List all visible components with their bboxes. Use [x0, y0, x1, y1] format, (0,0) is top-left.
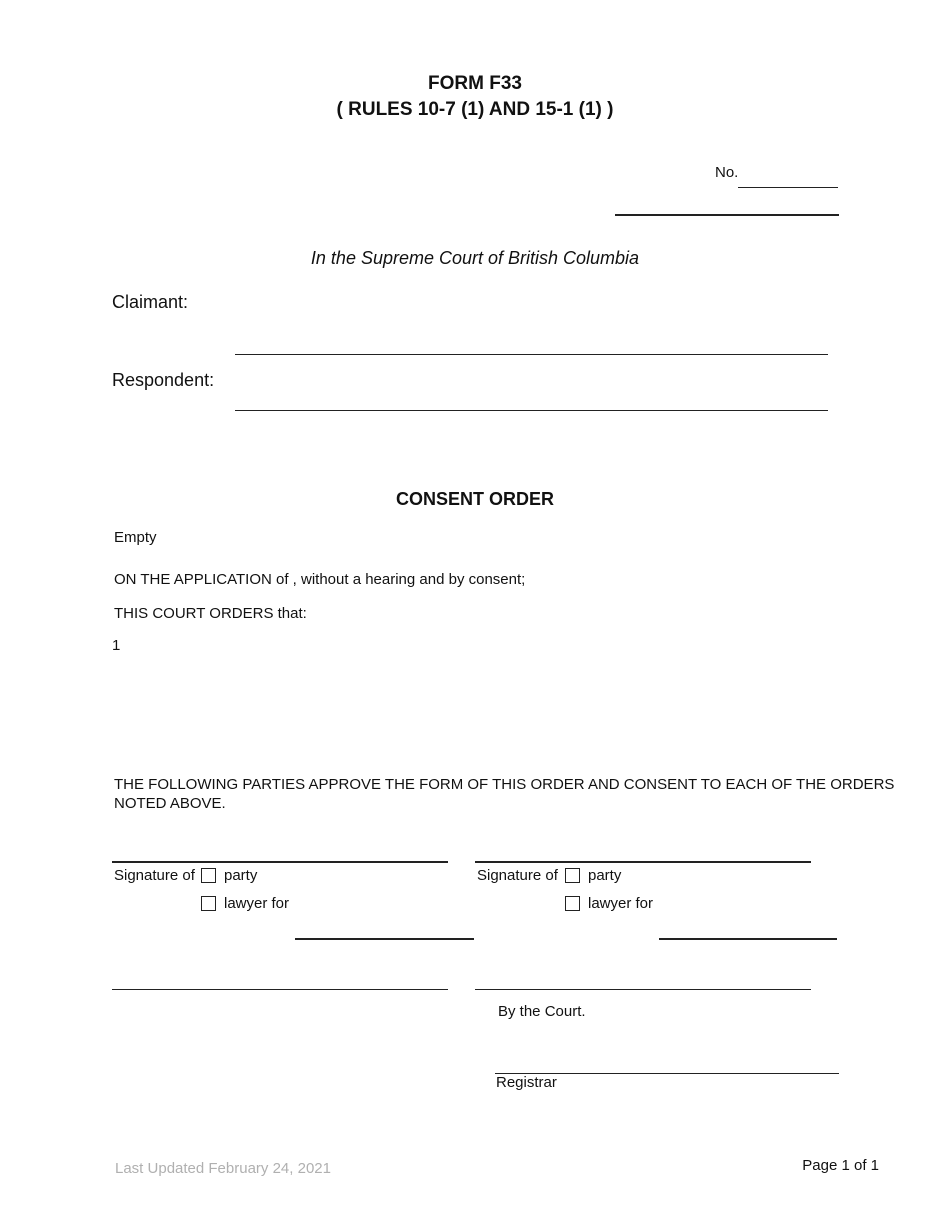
respondent-field[interactable]	[235, 410, 828, 411]
right-signature-line[interactable]	[475, 861, 811, 863]
registry-field[interactable]	[615, 214, 839, 216]
file-number-field[interactable]	[738, 187, 838, 188]
approval-text-line1: THE FOLLOWING PARTIES APPROVE THE FORM OF THIS ORDER AND CONSENT TO EACH OF THE ORDERS	[114, 776, 895, 793]
claimant-label: Claimant:	[112, 292, 189, 312]
by-the-court-text: By the Court.	[498, 1003, 586, 1020]
right-party-label: party	[588, 867, 622, 884]
left-lawyer-for-field[interactable]	[295, 938, 474, 940]
right-signature-of-label: Signature of	[477, 867, 558, 884]
right-party-checkbox[interactable]	[565, 868, 580, 883]
right-lawyer-for-field[interactable]	[659, 938, 837, 940]
rules-reference: ( RULES 10-7 (1) AND 15-1 (1) )	[336, 99, 614, 120]
empty-field[interactable]: Empty	[114, 529, 157, 546]
registrar-label: Registrar	[496, 1074, 557, 1091]
respondent-label: Respondent:	[112, 370, 215, 390]
right-lawyer-checkbox[interactable]	[565, 896, 580, 911]
order-item-number[interactable]: 1	[112, 637, 121, 654]
file-number-label: No.	[715, 164, 739, 181]
claimant-field[interactable]	[235, 354, 828, 355]
order-heading: CONSENT ORDER	[395, 489, 554, 509]
left-lawyer-checkbox[interactable]	[201, 896, 216, 911]
left-signature-of-label: Signature of	[114, 867, 195, 884]
right-name-line[interactable]	[475, 989, 811, 990]
right-lawyer-label: lawyer for	[588, 895, 654, 912]
last-updated-text: Last Updated February 24, 2021	[115, 1160, 331, 1177]
left-signature-line[interactable]	[112, 861, 448, 863]
left-party-label: party	[224, 867, 258, 884]
form-title: FORM F33	[428, 73, 522, 94]
left-party-checkbox[interactable]	[201, 868, 216, 883]
left-lawyer-label: lawyer for	[224, 895, 290, 912]
page-number: Page 1 of 1	[802, 1157, 879, 1174]
approval-text-line2: NOTED ABOVE.	[114, 795, 226, 812]
left-name-line[interactable]	[112, 989, 448, 990]
application-text: ON THE APPLICATION of , without a hearing and by consent;	[114, 571, 526, 588]
court-orders-text: THIS COURT ORDERS that:	[114, 605, 307, 622]
court-name: In the Supreme Court of British Columbia	[310, 248, 640, 268]
